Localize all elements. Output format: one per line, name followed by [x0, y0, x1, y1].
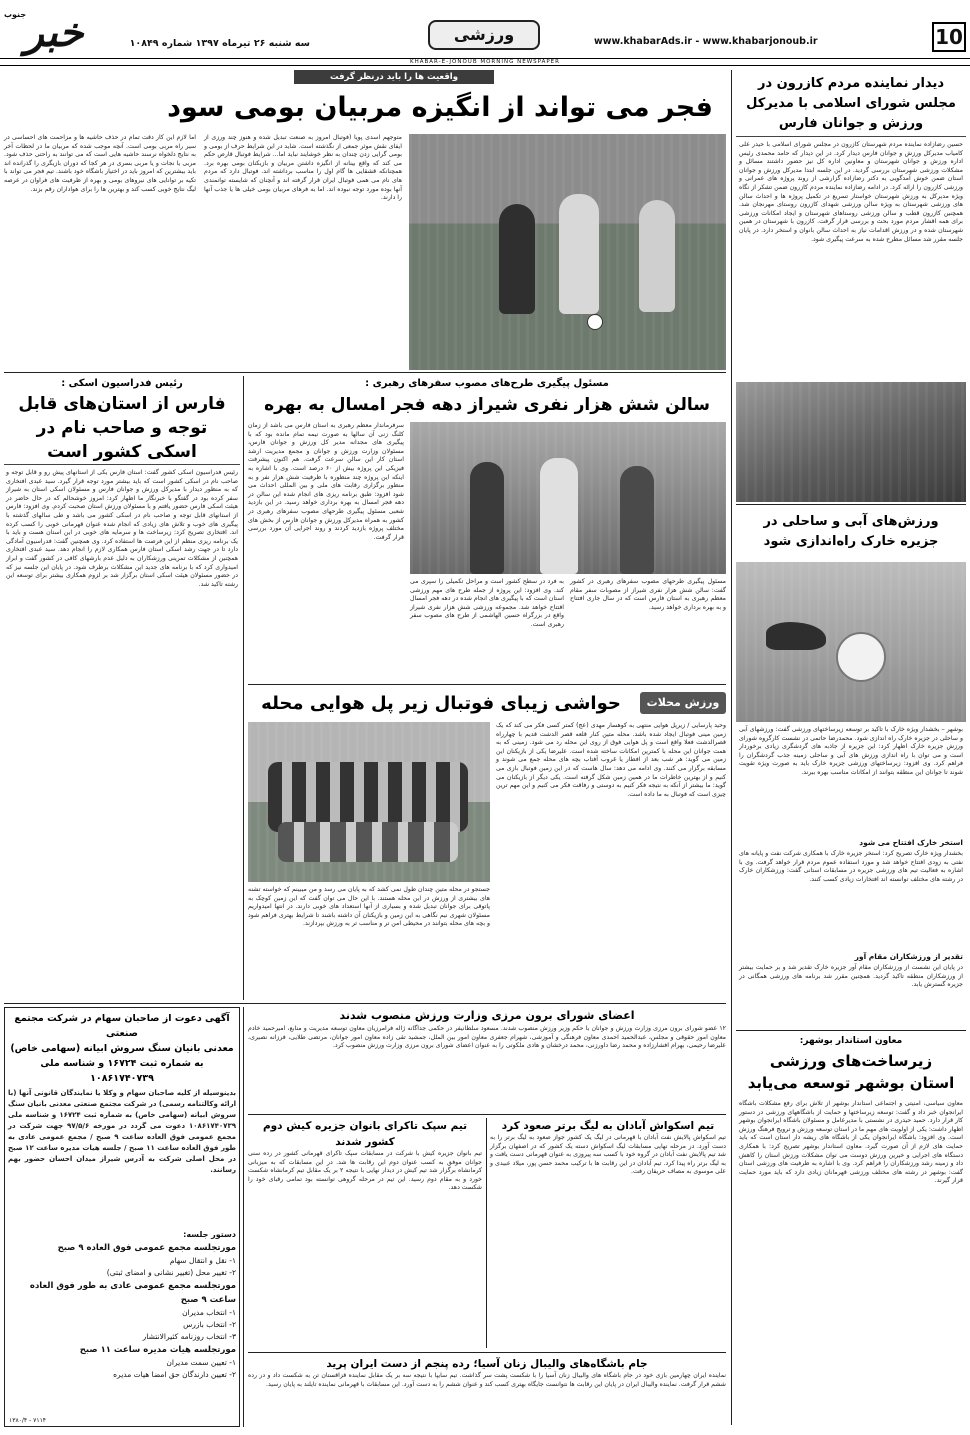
player-1 [559, 194, 599, 314]
jetski-icon [766, 622, 826, 650]
kazerun-story [736, 72, 966, 502]
agenda-1-title: مورتجلسه مجمع عمومی فوق العاده ۹ صبح [57, 1243, 236, 1253]
team-row-front [278, 822, 458, 862]
person-3 [620, 466, 654, 574]
body-text: تیم اسکواش پالایش نفت آبادان با قهرمانی در لیگ یک کشور جواز صعود به لیگ برتر را به دست آورد. در مرحله نهایی مسابقات لیگ اسکواش دسته یک کشور که در اصفهان برگزار شد تیم پالایش نفت آبادان در گروه خود با کسب سه پیروزی به عنوان قهرمانی دست یافت و به لیگ برتر راه پیدا کرد. تیم آبادان در این رقابت ها با ترکیب محمد حسن پور، میلاد عبیدی و علی موسوی به مصاف حریفان رفت. [490, 1134, 726, 1176]
logo-text: خبر [24, 9, 84, 56]
headline: حواشی زیبای فوتبال زیر پل هوایی محله [261, 693, 621, 714]
agenda-2-item: ۱- انتخاب مدیران [182, 1308, 236, 1317]
team-photo [248, 722, 490, 882]
ski-story [4, 376, 240, 1000]
player-3 [639, 200, 675, 312]
date-issue: سه شنبه ۲۶ تیرماه ۱۳۹۷ شماره ۱۰۸۴۹ [129, 38, 310, 49]
section-tab [428, 20, 540, 50]
body-text: رئیس فدراسیون اسکی کشور گفت: استان فارس یکی از استانهای پیش رو و قابل توجه و صاحب نام در اسکی کشور است که باید بیشتر مورد توجه قرار گیرد. سید عبدی افتخاری که به منظور دیدار با مدیرکل ورزش و جوانان فارس و مسئولان اسکی استان به شیراز سفر کرده بود در گفتگو با خبرنگار ما اظهار کرد: امروز خوشحالم که در حال حاضر در هیئت اسکی فارس حضور یافتم و با مسئولان ورزش استان صحبت کردم. وی افزود: فارس از استانهای قابل توجه و صاحب نام در اسکی کشور می باشد و طی سالهای گذشته با پیگیری های خوب و تلاش های زیادی که انجام شده عنوان قهرمانی خوبی را کسب کرده اند. افتخاری تصریح کرد: زیرساخت ها و سرمایه های خوبی در این استان هست و باید با یک برنامه ریزی منظم از این فرصت ها استفاده کرد. وی همچنین گفت: فدراسیون آمادگی دارد تا در جهت رشد اسکی استان فارس همکاری لازم را انجام دهد. سید عبدی افتخاری همچنین از مشکلات تمرینی ورزشکاران به دلیل عدم بارشهای کافی در کشور گفت و ابراز امیدواری کرد که با برنامه های جدید این مشکلات برطرف شود. در پایان این جلسه نیز که در حضور مسئولان هیئت اسکی استان برگزار شد بر لزوم همکاری بیشتر برای توسعه این رشته تاکید شد. [6, 469, 238, 588]
kazerun-meeting-photo [736, 382, 966, 502]
kharg-story [736, 508, 966, 1028]
headline: دیدار نماینده مردم کازرون در مجلس شورای اسلامی با مدیرکل ورزش و جوانان فارس [736, 72, 966, 137]
kicker: واقعیت ها را باید درنظر گرفت [294, 70, 494, 84]
kicker: رئیس فدراسیون اسکی : [61, 378, 183, 389]
body-text: تیم بانوان جزیره کیش با شرکت در مسابقات سپک تاکرای قهرمانی کشور در رده سنی جوانان موفق به کسب عنوان دوم این رقابت ها شد. در این مسابقات که به میزبانی کرمانشاه برگزار شد تیم کیش در دیدار نهایی با نتیجه ۲ بر یک مقابل تیم کرمانشاه شکست خورد و به مقام دوم رسید. این تیم در مرحله گروهی توانسته بود تمامی رقبای خود را شکست دهد. [248, 1150, 482, 1192]
section-title: ورزشی [453, 25, 515, 44]
football-story [248, 688, 726, 1000]
volleyball-story [248, 1356, 726, 1428]
headline: تیم اسکواش آبادان به لیگ برتر صعود کرد [501, 1120, 715, 1132]
body-text: حسین رضازاده نماینده مردم شهرستان کازرون در مجلس شورای اسلامی با حیدر علی کامیاب مدیرکل ورزش و جوانان فارس دیدار کرد. در این دیدار که حامد محمدی رئیس اداره ورزش و جوانان شهرستان و معاونین اداره کل نیز حضور داشتند مسائل و مشکلات ورزشی شهرستان بررسی گردید. در این جلسه ابتدا مدیرکل ورزش و جوانان استان ضمن خوش آمدگویی به دکتر رضازاده گزارشی از روند پروژه های عمرانی و ورزشی کازرون را ارائه کرد. در ادامه رضازاده نماینده مردم کازرون ضمن تشکر از نگاه ویژه مدیرکل به ورزش شهرستان خواستار تسریع در تکمیل پروژه ها و احداث سالن های ورزشی شهرستان به ویژه سالن ورزشی شهدای کازرون روستای مهرنجان شد. همچنین کازرون قطب و سالن ورزشی روستاهای شهرستان و ایجاد امکانات ورزشی برای همه اقشار مردم مورد بحث و بررسی قرار گرفت. کازرون با شهرستان در همین شهرستان شده و در ورزش اقدامات نیاز به احداث سالن بانوان و استخر دارد. در پایان جلسه مقرر شد مسائل مطرح شده به سرعت پیگیری شود. [739, 141, 963, 243]
main-story [4, 70, 726, 370]
headline: جام باشگاه‌های والیبال زنان آسیا؛ رده پنجم از دست ایران پرید [326, 1358, 648, 1370]
notice-ref: ۷۱۱۴ - ۱۳۸۰/۴ [9, 1417, 47, 1424]
agenda-title: دستور جلسه: [183, 1230, 236, 1239]
kicker: مسئول پیگیری طرح‌های مصوب سفرهای رهبری : [365, 378, 609, 389]
website-links[interactable]: www.khabarAds.ir - www.khabarjonoub.ir [594, 36, 818, 47]
sepak-story [248, 1118, 482, 1348]
caption-a: مسئول پیگیری طرحهای مصوب سفرهای رهبری در کشور گفت: سالن شش هزار نفری شیراز از مصوبات سفر مقام معظم رهبری به استان فارس است که در سال جاری افتتاح و به بهره برداری خواهد رسید. [570, 578, 726, 611]
body-column-a: وحید پارسایی / زیرپل هوایی منتهی به کوهسار مهدی (عج) کمتر کسی فکر می کند که یک زمین مینی فوتبال ایجاد شده باشد. محله متین کنار قلعه قصر الدشت قدیم با چهارراه قصرالدشت فعلا واقع است و پل هوایی فوق از روی این محله رد می شود. زمینی که به همت جوانان این محله با کمترین امکانات ساخته شده است. علیرضا یکی از بازیکنان این زمین می گوید: هر شب بعد از افطار یا غروب آفتاب بچه های محله جمع می شوند و مسابقه برگزار می کنند. وی ادامه می دهد: سال هاست که در این زمین فوتبال بازی می کنیم و از بهترین خاطرات ما در همین زمین شکل گرفته است. یکی دیگر از بازیکنان می گوید: ما بیشتر از آنکه به نتیجه فکر کنیم به دوستی و رفاقت فکر می کنیم و این مهم ترین چیزی است که فوتبال به ما داده است. [496, 722, 726, 798]
subhead-pool: استخر خارک افتتاح می شود [859, 838, 963, 847]
body-text: معاون سیاسی، امنیتی و اجتماعی استاندار بوشهر از تلاش برای رفع مشکلات باشگاه ایرانجوان خبر داد و گفت: توسعه زیرساختها و حمایت از باشگاههای ورزشی در دستور کار قرار دارد. حمید حیدری در نشستی با مدیرعامل و مسئولان باشگاه ایرانجوان بوشهر اظهار داشت: یکی از اولویت های مهم ما در استان توسعه ورزش و ترویج فرهنگ ورزش است. وی افزود: باشگاه ایرانجوان یکی از باشگاه های ریشه دار استان است که باید حمایت های لازم از آن صورت گیرد. معاون استاندار بوشهر تصریح کرد: با همکاری دستگاه های اجرایی و خیرین ورزش دوست می توان مشکلات ورزش استان را کاهش داد و زمینه رشد ورزشکاران را فراهم کرد. وی با اشاره به ظرفیت های ورزشی استان گفت: بوشهر در رشته های مختلف ورزشی قهرمانان زیادی دارد که باید مورد حمایت قرار گیرند. [738, 1100, 963, 1185]
notice-line-3: به شماره ثبت ۱۶۷۲۴ و شناسه ملی ۱۰۸۶۱۷۴۰۷۳۹ [40, 1058, 204, 1084]
salon-story [248, 376, 726, 680]
notice-line-1: آگهی دعوت از صاحبان سهام در شرکت مجتمع صنعتی [14, 1013, 230, 1039]
football-match-photo [409, 134, 726, 370]
headline: اعضای شورای برون مرزی وزارت ورزش منصوب شدند [339, 1009, 635, 1022]
player-2 [499, 204, 535, 314]
agenda-1-item: ۱- نقل و انتقال سهام [169, 1256, 236, 1265]
headline: تیم سپک تاکرای بانوان جزیره کیش دوم کشور شدند [262, 1120, 468, 1148]
section-badge: ورزش محلات [640, 692, 726, 714]
agenda-2-title: مورتجلسه مجمع عمومی عادی به طور فوق العاده ساعت ۹ صبح [29, 1281, 236, 1305]
masthead [0, 0, 970, 70]
body-text: بوشهر – بخشدار ویژه خارک با تاکید بر توسعه زیرساختهای ورزشی گفت: ورزشهای آبی و ساحلی در جزیره خارک راه اندازی شود. محمدرضا حاتمی در نشست کارگروه شورای ورزش جزیره خارک اظهار کرد: این جزیره از جاذبه های گردشگری زیادی برخوردار است و می توان با راه اندازی ورزش های آبی و ساحلی زمینه جذب گردشگران را فراهم کرد. وی افزود: زیرساختهای ورزشی جزیره خارک باید به صورت ویژه تقویت شوند تا جوانان این منطقه بتوانند از امکانات مناسب بهره ببرند. [739, 726, 963, 776]
shareholder-notice [4, 1007, 240, 1427]
headline: سالن شش هزار نفری شیراز دهه فجر امسال به بهره [264, 395, 710, 415]
squash-story [490, 1118, 726, 1348]
headline: زیرساخت‌های ورزشی استان بوشهر توسعه می‌یابد [747, 1052, 955, 1092]
body-text-2: بخشدار ویژه خارک تصریح کرد: استخر جزیره خارک با همکاری شرکت نفت و پایانه های نفتی به زودی افتتاح خواهد شد و مورد استفاده عموم مردم قرار خواهد گرفت. وی با اشاره به فعالیت تیم های ورزشی جزیره در مسابقات استانی گفت: ورزشکاران خارک در رشته های مختلف توانسته اند افتخارات زیادی کسب کنند. [739, 850, 963, 883]
newspaper-logo [4, 10, 104, 58]
headline: ورزش‌های آبی و ساحلی در جزیره خارک راه‌اندازی شود [763, 514, 939, 549]
page-number: 10 [932, 22, 966, 52]
paper-name: KHABAR-E-JONOUB MORNING NEWSPAPER [410, 59, 560, 65]
body-text-3: در پایان این نشست از ورزشکاران مقام آور جزیره خارک تقدیر شد و بر حمایت بیشتر از ورزشکاران منطقه تاکید گردید. همچنین مقرر شد برنامه های ورزشی همگانی در جزیره گسترش یابد. [739, 964, 963, 989]
jetski-photo [736, 562, 966, 722]
body-column-a: متوجهم اسدی پویا (فوتبال امروز به صنعت تبدیل شده و هنوز چند ورزی از ایفای نقش موثر جمعی از نگذشته است. شاید در این شرایط حرف از بومی و بومی گرایی زدن چندان به نظر خوشایند نباید اما... شرایط فوتبال قارص حکم می کند که واقع بینانه از انگیزه داشتن مربیان و بازیکنان بومی بهره برد. همچنانکه قشقایی ها گام اول را مناسب برداشته اند. فوتبال دارد که مردم های نام می همی فوتبال ایران قرار گرفته اند و آنچنان که شایسته توانمندی آنها بوده مورد توجه نبوده اند. اما به فرهای مربیان بومی خیلی ها یا جذب آنها را دارند. [204, 134, 402, 202]
buoy-icon [836, 632, 886, 682]
agenda-1-item: ۲- تغییر محل (تغییر نشانی و امضای ثبتی) [106, 1268, 236, 1277]
salon-visit-photo [410, 422, 726, 574]
kicker: معاون استاندار بوشهر: [799, 1036, 903, 1046]
person-2 [540, 458, 578, 574]
body-column-b: جستجو در محله متین چندان طول نمی کشد که به پایان می رسد و من میبینم که خواسته تشنه های بیشتری از ورزش در این محله هستند. با این حال می توان گفت که این زمین کوچک به پاتوقی برای جوانان تبدیل شده و بسیاری از آنها استعداد های خوبی دارند. در انتها امیدواریم مسئولان شهری نیم نگاهی به این زمین و بازیکنان آن داشته باشند تا شرایط بهتری فراهم شود و بچه های محله بتوانند در محیطی امن تر و مناسب تر به ورزش بپردازند. [248, 886, 490, 928]
agenda-3-title: مورتجلسه هیات مدیره ساعت ۱۱ صبح [79, 1345, 236, 1355]
notice-body: بدینوسیله از کلیه صاحبان سهام و وکلا یا نمایندگان قانونی آنها (با ارائه وکالتنامه رسمی) در شرکت مجتمع صنعتی معدنی بانیان سنگ سروش ابیانه (سهامی خاص) به شماره ثبت ۱۶۷۲۴ و شناسه ملی ۱۰۸۶۱۷۴۰۷۳۹ دعوت می گردد در مورخه ۹۷/۵/۶ جهت شرکت در مجمع عمومی فوق العاده ساعت ۹ صبح / مجمع عمومی عادی به طور فوق العاده ساعت ۱۱ صبح / جلسه هیات مدیره ساعت ۱۲ صبح در محل اصلی شرکت به آدرس شیراز میدان احسان حضور بهم رسانند. [8, 1089, 237, 1174]
border-council-story [248, 1007, 726, 1111]
headline: فارس از استان‌های قابل توجه و صاحب نام در اسکی کشور است [4, 392, 240, 465]
agenda-3-item: ۲- تعیین دارندگان حق امضا هیات مدیره [113, 1370, 236, 1379]
body-text: نماینده ایران چهارمین بازی خود در جام باشگاه های والیبال زنان آسیا را با شکست پشت سر گذاشت. تیم سایپا با نتیجه سه بر یک مقابل نماینده قزاقستان تن به شکست داد و در رده ششم قرار گرفت. نماینده والیبال ایران در پایان این رقابت ها نتوانست جایگاه بهتری کسب کند و عنوان ششم را به دست آورد. این مسابقات با قهرمانی نماینده تایلند به پایان رسید. [248, 1372, 726, 1388]
paper-name-bar [0, 58, 970, 66]
headline: فجر می تواند از انگیزه مربیان بومی سود [167, 92, 713, 123]
agenda-3-item: ۱- تعیین سمت مدیران [166, 1358, 236, 1367]
notice-line-2: معدنی بانیان سنگ سروش ابیانه (سهامی خاص) [10, 1043, 234, 1054]
agenda-2-item: ۳- انتخاب روزنامه کثیرالانتشار [142, 1332, 236, 1341]
bushehr-story [736, 1034, 966, 1426]
body-column-b: اما لازم این کار دقت تمام در حذف حاشیه ها و مزاحمت های احساسی در سیر راه مربی بومی است. آنچه موجب شده که مربیان ما در لحظات آخر به نتایج دلخواه نرسند حاشیه هایی است که می توانند به راحتی حذف شود. مربی یا نجات و یا مربی بسری در هر کجا که دوران بازیگری را گذرانده اند باید بیشترین که امروز باید در اختیار باشگاه خود باشند. تیم فجر می تواند با تکیه بر توانایی های نیروهای بومی و بهره از ظرفیت های فراوان در عرصه لیگ نتایج خوبی کسب کند و بهترین ها را برای هواداران رقم بزند. [4, 134, 196, 193]
ball-icon [587, 314, 603, 330]
caption-b: به فرد در سطح کشور است و مراحل تکمیلی را سپری می کند. وی افزود: این پروژه از جمله طرح های مهم ورزشی استان است که با پیگیری های انجام شده در دهه فجر امسال افتتاح خواهد شد. مجموعه ورزشی شش هزار نفری شیراز واقع در بزرگراه حسین الهاشمی از طرح های مصوب سفر رهبری است. [409, 578, 564, 628]
agenda-2-item: ۲- انتخاب بازرس [183, 1320, 236, 1329]
body-text: سرفرماندار معظم رهبری به استان فارس می باشد از زمان کلنگ زنی آن سالها به صورت نیمه تمام مانده بود که با پیگیری های مجدانه مدیر کل ورزش و جوانان فارس، مسئولان وزارت ورزش و جوانان و مجمع مدیریت ارشد استان کار این سالن سرعت گرفت. هم اکنون پیشرفت فیزیکی این پروژه بیش از ۶۰ درصد است. وی با اشاره به اینکه این پروژه چند منظوره با ظرفیت شش هزار نفر و به منظور برگزاری رقابت های ملی و بین المللی احداث می شود افزود: طبق برنامه ریزی های انجام شده این سالن در دهه فجر امسال به بهره برداری خواهد رسید. در این بازدید شعبی مسئول پیگیری طرحهای مصوب سفرهای رهبری در کشور به همراه مدیرکل ورزش و جوانان فارس از بخش های مختلف پروژه بازدید کردند و روند اجرایی آن مورد بررسی قرار گرفت. [248, 422, 404, 541]
person-1 [470, 462, 504, 574]
logo-sub: جنوب [4, 10, 27, 19]
subhead-honor: تقدیر از ورزشکاران مقام آور [854, 952, 963, 961]
body-text: ۱۲ عضو شورای برون مرزی وزارت ورزش و جوانان با حکم وزیر ورزش منصوب شدند. مسعود سلطانیفر در حکمی جداگانه ژاله فرامرزیان معاون توسعه مدیریت و منابع، امیرحمید خادم معاون امور حقوقی و مجلس، عبدالحمید احمدی معاون فرهنگی و آموزشی، شهرام جعفری معاون امور بین الملل، جمشید تقی زاده معاون امور جوانان، مرتضی طلایی، فرزانه نصیری، علیرضا رحیمی، بهرام افشارزاده و محمد رضا داورزنی، محمد درخشان و هادی ملکوتی را به عنوان اعضای شورای برون مرزی وزارت ورزش منصوب کرد. [248, 1025, 726, 1050]
